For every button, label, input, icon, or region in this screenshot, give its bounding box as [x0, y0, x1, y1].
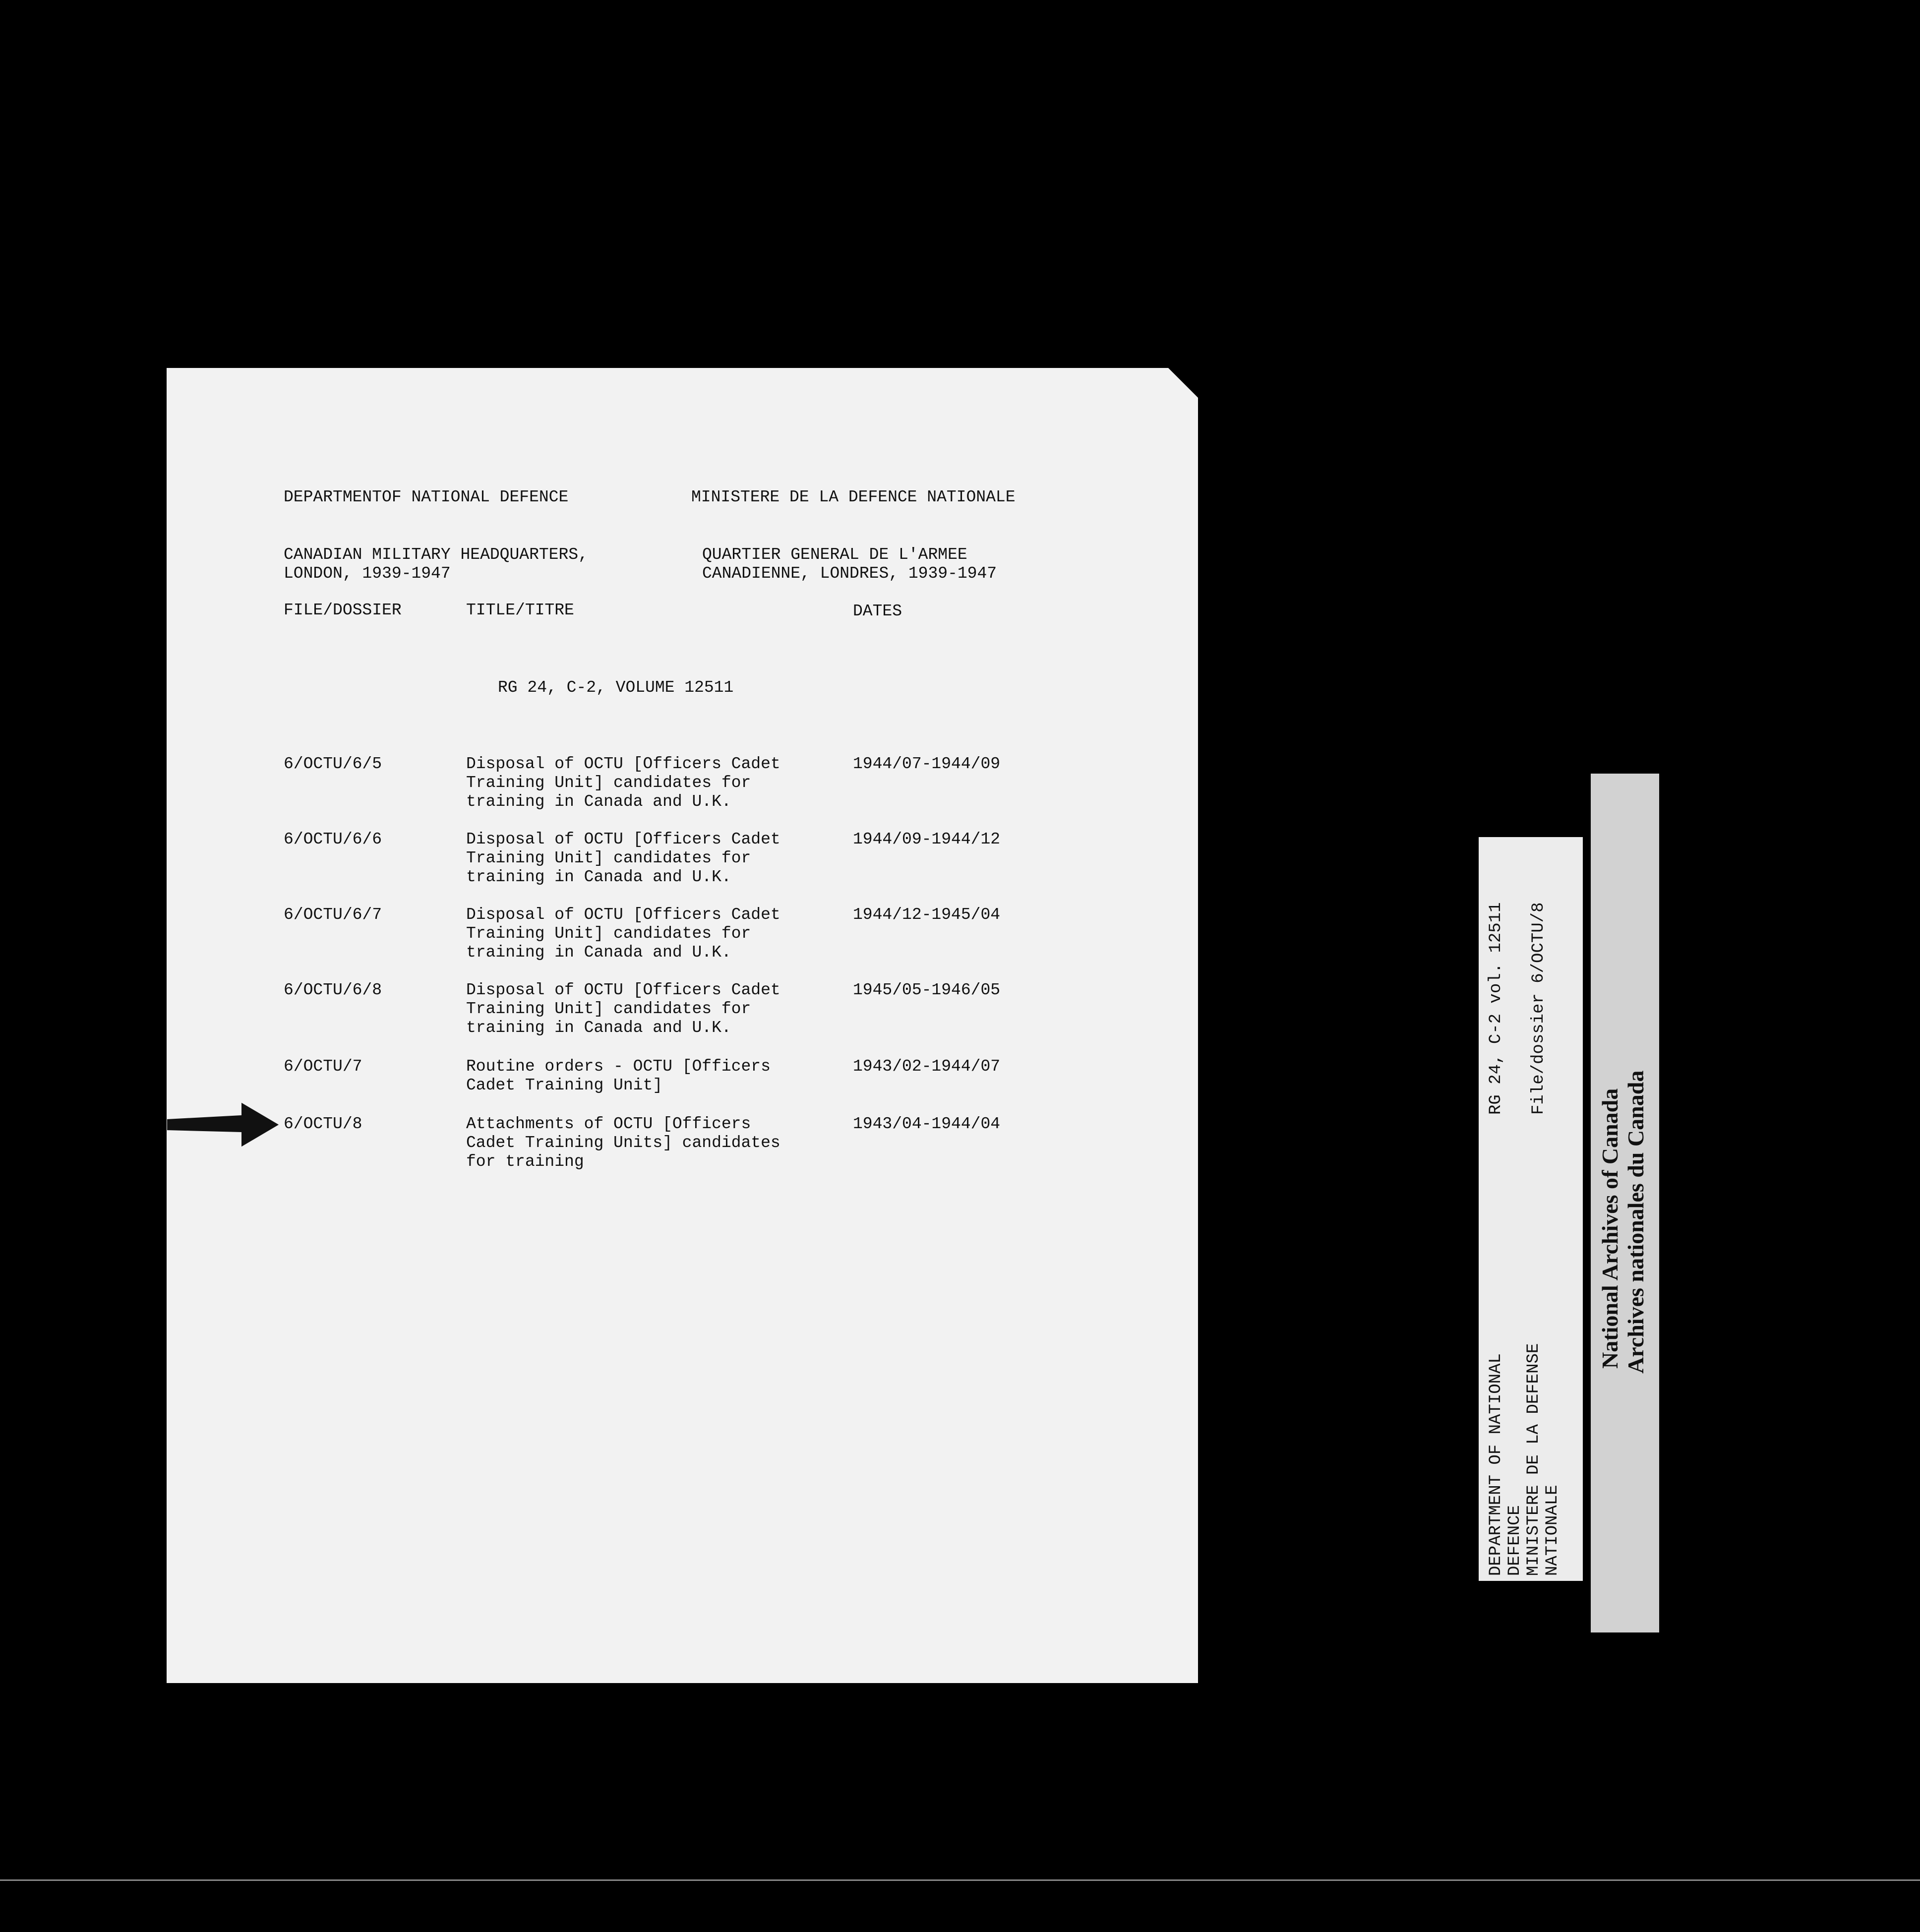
entry-title-line: Disposal of OCTU [Officers Cadet	[466, 830, 780, 848]
entry-dates: 1944/07-1944/09	[853, 755, 1001, 773]
entry-dates: 1943/02-1944/07	[853, 1057, 1001, 1076]
entry-dates: 1945/05-1946/05	[853, 981, 1001, 999]
entry-file: 6/OCTU/8	[284, 1115, 362, 1133]
entry-title-line: Training Unit] candidates for	[466, 924, 751, 943]
label-ref-line2: File/dossier 6/OCTU/8	[1529, 902, 1548, 1115]
entry-title-line: Disposal of OCTU [Officers Cadet	[466, 981, 780, 999]
entry-title-line: training in Canada and U.K.	[466, 868, 731, 886]
col-dates-header: DATES	[853, 602, 902, 620]
entry-file: 6/OCTU/6/5	[284, 755, 382, 773]
entry-title-line: for training	[466, 1152, 584, 1171]
document-sheet	[167, 368, 1198, 1683]
entry-title-line: Training Unit] candidates for	[466, 849, 751, 867]
reference-label	[1479, 837, 1583, 1581]
entry-dates: 1944/09-1944/12	[853, 830, 1001, 848]
entry-title-line: Training Unit] candidates for	[466, 774, 751, 792]
entry-title-line: Routine orders - OCTU [Officers	[466, 1057, 771, 1076]
archives-label	[1591, 774, 1659, 1632]
entry-file: 6/OCTU/6/7	[284, 906, 382, 924]
entry-file: 6/OCTU/7	[284, 1057, 362, 1076]
entry-dates: 1944/12-1945/04	[853, 906, 1001, 924]
volume-reference: RG 24, C-2, VOLUME 12511	[498, 678, 734, 697]
entry-dates: 1943/04-1944/04	[853, 1115, 1001, 1133]
arrow-right-icon	[167, 1100, 281, 1149]
dept-fr: MINISTERE DE LA DEFENCE NATIONALE	[691, 488, 1016, 506]
hq-fr-line2: CANADIENNE, LONDRES, 1939-1947	[702, 564, 997, 583]
hq-fr-line1: QUARTIER GENERAL DE L'ARMEE	[702, 545, 967, 564]
archives-line1: National Archives of Canada	[1597, 1088, 1622, 1369]
label-dept-line3: MINISTERE DE LA DEFENSE	[1524, 1343, 1543, 1576]
archives-line2: Archives nationales du Canada	[1623, 1070, 1648, 1374]
hq-en-line1: CANADIAN MILITARY HEADQUARTERS,	[284, 545, 588, 564]
label-dept-line2: DEFENCE	[1505, 1505, 1524, 1576]
col-file-header: FILE/DOSSIER	[284, 601, 402, 619]
scan-edge-line	[0, 1879, 1920, 1881]
entry-title-line: Cadet Training Units] candidates	[466, 1134, 780, 1152]
entry-file: 6/OCTU/6/8	[284, 981, 382, 999]
page-corner	[1168, 368, 1198, 398]
label-ref-line1: RG 24, C-2 vol. 12511	[1487, 902, 1505, 1115]
label-dept-line4: NATIONALE	[1543, 1485, 1562, 1576]
entry-title-line: Disposal of OCTU [Officers Cadet	[466, 906, 780, 924]
entry-title-line: training in Canada and U.K.	[466, 943, 731, 962]
entry-title-line: Training Unit] candidates for	[466, 1000, 751, 1018]
hq-en-line2: LONDON, 1939-1947	[284, 564, 451, 583]
entry-title-line: training in Canada and U.K.	[466, 792, 731, 811]
col-title-header: TITLE/TITRE	[466, 601, 574, 619]
label-dept-line1: DEPARTMENT OF NATIONAL	[1487, 1353, 1505, 1576]
entry-title-line: training in Canada and U.K.	[466, 1019, 731, 1037]
dept-en: DEPARTMENTOF NATIONAL DEFENCE	[284, 488, 569, 506]
entry-file: 6/OCTU/6/6	[284, 830, 382, 848]
entry-title-line: Attachments of OCTU [Officers	[466, 1115, 751, 1133]
entry-title-line: Disposal of OCTU [Officers Cadet	[466, 755, 780, 773]
entry-title-line: Cadet Training Unit]	[466, 1076, 663, 1094]
